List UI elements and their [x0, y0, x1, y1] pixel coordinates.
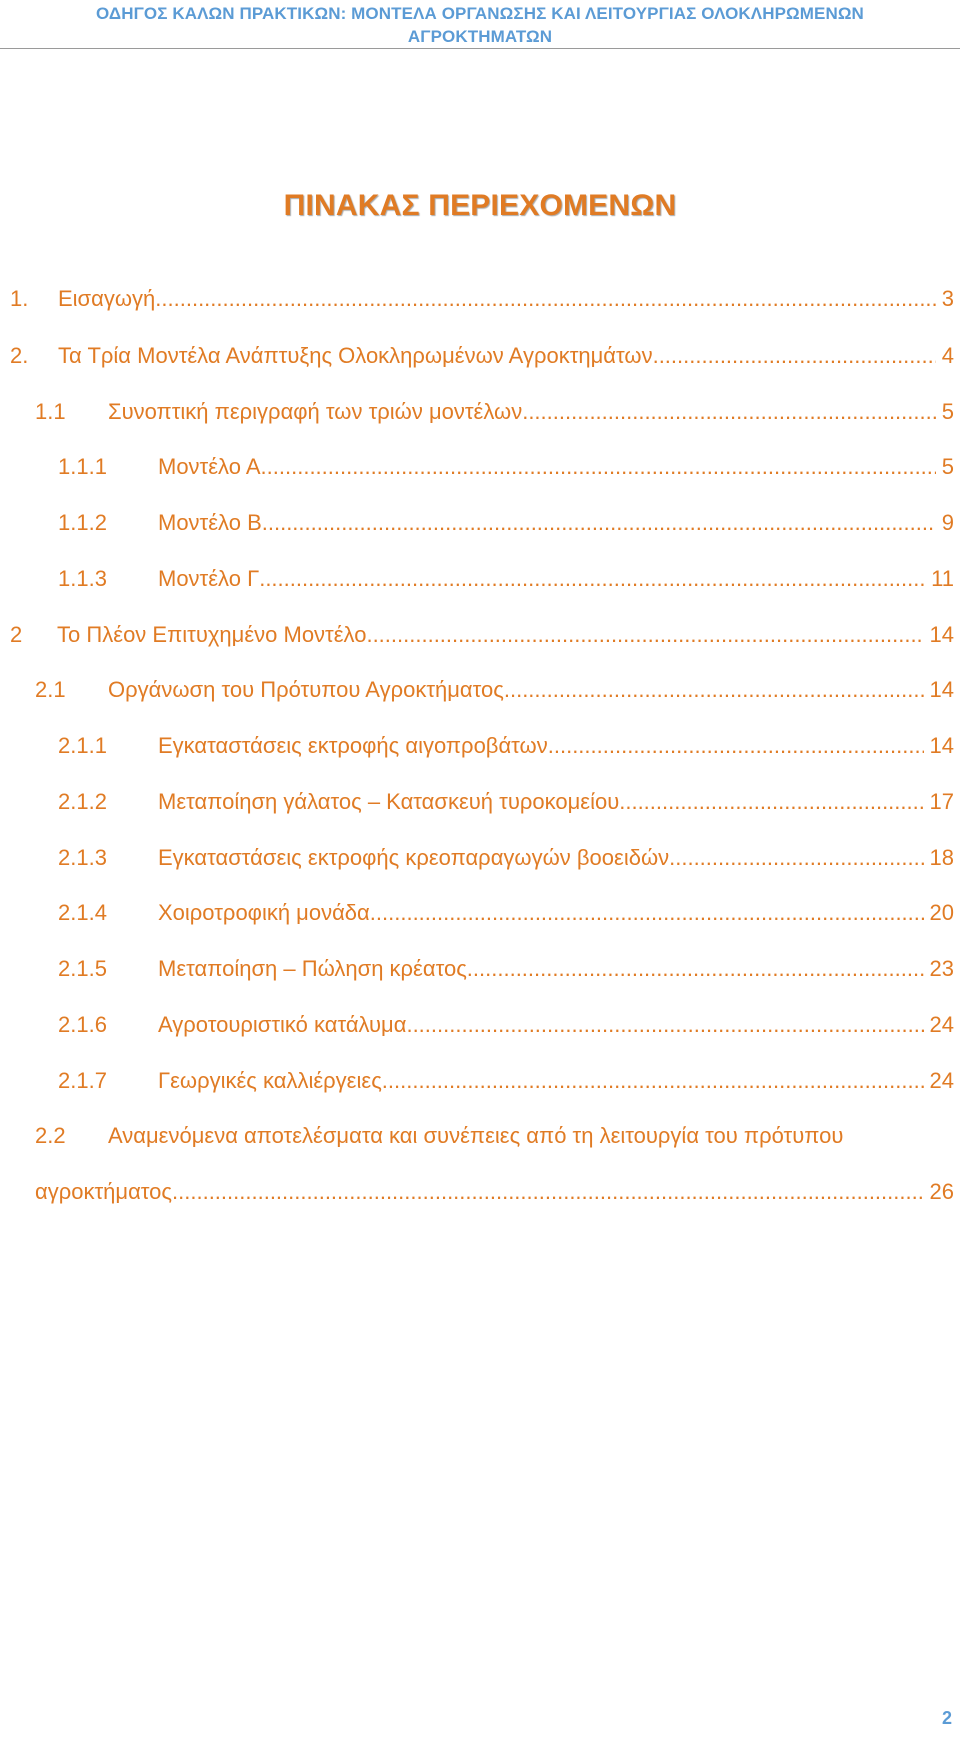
toc-entry-title: Εγκαταστάσεις εκτροφής κρεοπαραγωγών βοοειδών: [158, 845, 670, 870]
toc-leader-dots: [155, 284, 935, 314]
toc-entry-page: 9: [941, 510, 954, 535]
toc-entry-number: 1.1.2: [58, 510, 107, 535]
header-title-line-1: ΟΔΗΓΟΣ ΚΑΛΩΝ ΠΡΑΚΤΙΚΩΝ: ΜΟΝΤΕΛΑ ΟΡΓΑΝΩΣΗΣ ΚΑΙ ΛΕΙΤΟΥΡΓΙΑΣ ΟΛΟΚΛΗΡΩΜΕΝΩΝ: [96, 4, 864, 23]
toc-entry[interactable]: [58, 452, 954, 482]
toc-entry-page: 5: [941, 454, 954, 479]
toc-entry-wrapped[interactable]: [35, 1121, 954, 1151]
toc-leader-dots: [669, 843, 923, 873]
toc-entry-number: 1.1.3: [58, 566, 107, 591]
toc-entry-title: Οργάνωση του Πρότυπου Αγροκτήματος: [108, 677, 504, 702]
toc-entry-number: 1.: [10, 286, 29, 311]
toc-entry[interactable]: [58, 898, 954, 928]
toc-entry-title: Μοντέλο Β: [158, 510, 262, 535]
toc-entry-page: 3: [941, 286, 954, 311]
toc-leader-dots: [548, 731, 924, 761]
toc-leader-dots: [261, 452, 936, 482]
toc-entry[interactable]: [58, 508, 954, 538]
toc-entry-number: 2.1.5: [58, 956, 107, 981]
toc-entry-page: 24: [929, 1012, 954, 1037]
toc-entry-number: 2.2: [35, 1123, 66, 1148]
toc-entry-page: 4: [941, 343, 954, 368]
toc-entry-title: Χοιροτροφική μονάδα: [158, 900, 370, 925]
toc-entry[interactable]: [58, 564, 954, 594]
toc-entry[interactable]: [35, 675, 954, 705]
toc-leader-dots: [172, 1177, 924, 1207]
toc-leader-dots: [619, 787, 923, 817]
toc-leader-dots: [406, 1010, 923, 1040]
toc-entry[interactable]: [58, 843, 954, 873]
toc-leader-dots: [467, 954, 924, 984]
toc-entry-number: 1.1.1: [58, 454, 107, 479]
toc-entry-number: 1.1: [35, 399, 66, 424]
toc-entry[interactable]: [10, 284, 954, 314]
toc-entry-page: 18: [929, 845, 954, 870]
toc-leader-dots: [382, 1066, 924, 1096]
toc-entry[interactable]: [58, 1066, 954, 1096]
toc-entry[interactable]: [58, 954, 954, 984]
toc-entry-title-continued: αγροκτήματος: [35, 1179, 173, 1204]
toc-entry[interactable]: [35, 397, 954, 427]
toc-entry-title: Μοντέλο Γ: [158, 566, 260, 591]
header-title-line-2: ΑΓΡΟΚΤΗΜΑΤΩΝ: [407, 27, 553, 46]
toc-entry-number: 2.1.1: [58, 733, 107, 758]
toc-entry-page: 14: [929, 622, 954, 647]
toc-entry-number: 2.: [10, 343, 29, 368]
toc-entry-page: 26: [929, 1179, 954, 1204]
toc-leader-dots: [522, 397, 936, 427]
toc-leader-dots: [653, 341, 936, 371]
toc-entry-title: Συνοπτική περιγραφή των τριών μοντέλων: [108, 399, 523, 424]
toc-entry-page: 23: [929, 956, 954, 981]
toc-entry-title: Μεταποίηση γάλατος – Κατασκευή τυροκομείου: [158, 789, 620, 814]
toc-entry[interactable]: [10, 620, 954, 650]
toc-leader-dots: [366, 620, 923, 650]
toc-entry[interactable]: [10, 341, 954, 371]
page-title: ΠΙΝΑΚΑΣ ΠΕΡΙΕΧΟΜΕΝΩΝ: [283, 189, 677, 222]
toc-entry-page: 5: [941, 399, 954, 424]
toc-entry-number: 2: [10, 622, 23, 647]
toc-entry-continuation[interactable]: [35, 1177, 954, 1207]
toc-entry-page: 17: [929, 789, 954, 814]
page-number: 2: [941, 1708, 952, 1728]
toc-entry[interactable]: [58, 787, 954, 817]
toc-entry-number: 2.1.4: [58, 900, 107, 925]
toc-entry-title: Αγροτουριστικό κατάλυμα: [158, 1012, 407, 1037]
toc-leader-dots: [262, 508, 936, 538]
toc-entry-number: 2.1.3: [58, 845, 107, 870]
toc-leader-dots: [370, 898, 924, 928]
toc-entry-page: 24: [929, 1068, 954, 1093]
toc-entry-title: Αναμενόμενα αποτελέσματα και συνέπειες από τη λειτουργία του πρότυπου: [108, 1123, 844, 1148]
toc-entry-title: Το Πλέον Επιτυχημένο Μοντέλο: [57, 622, 367, 647]
toc-entry-title: Τα Τρία Μοντέλα Ανάπτυξης Ολοκληρωμένων Αγροκτημάτων: [58, 343, 653, 368]
toc-entry[interactable]: [58, 1010, 954, 1040]
toc-entry-page: 14: [929, 733, 954, 758]
toc-entry-page: 20: [929, 900, 954, 925]
toc-entry[interactable]: [58, 731, 954, 761]
toc-entry-number: 2.1.6: [58, 1012, 107, 1037]
toc-entry-title: Μοντέλο Α: [158, 454, 261, 479]
toc-entry-number: 2.1.7: [58, 1068, 107, 1093]
toc-entry-title: Γεωργικές καλλιέργειες: [158, 1068, 382, 1093]
toc-leader-dots: [259, 564, 925, 594]
toc-entry-title: Μεταποίηση – Πώληση κρέατος: [158, 956, 467, 981]
toc-entry-page: 11: [931, 566, 954, 591]
toc-entry-page: 14: [929, 677, 954, 702]
toc-entry-title: Εγκαταστάσεις εκτροφής αιγοπροβάτων: [158, 733, 548, 758]
toc-entry-number: 2.1: [35, 677, 66, 702]
toc-leader-dots: [504, 675, 924, 705]
toc-entry-title: Εισαγωγή: [58, 286, 156, 311]
toc-entry-number: 2.1.2: [58, 789, 107, 814]
